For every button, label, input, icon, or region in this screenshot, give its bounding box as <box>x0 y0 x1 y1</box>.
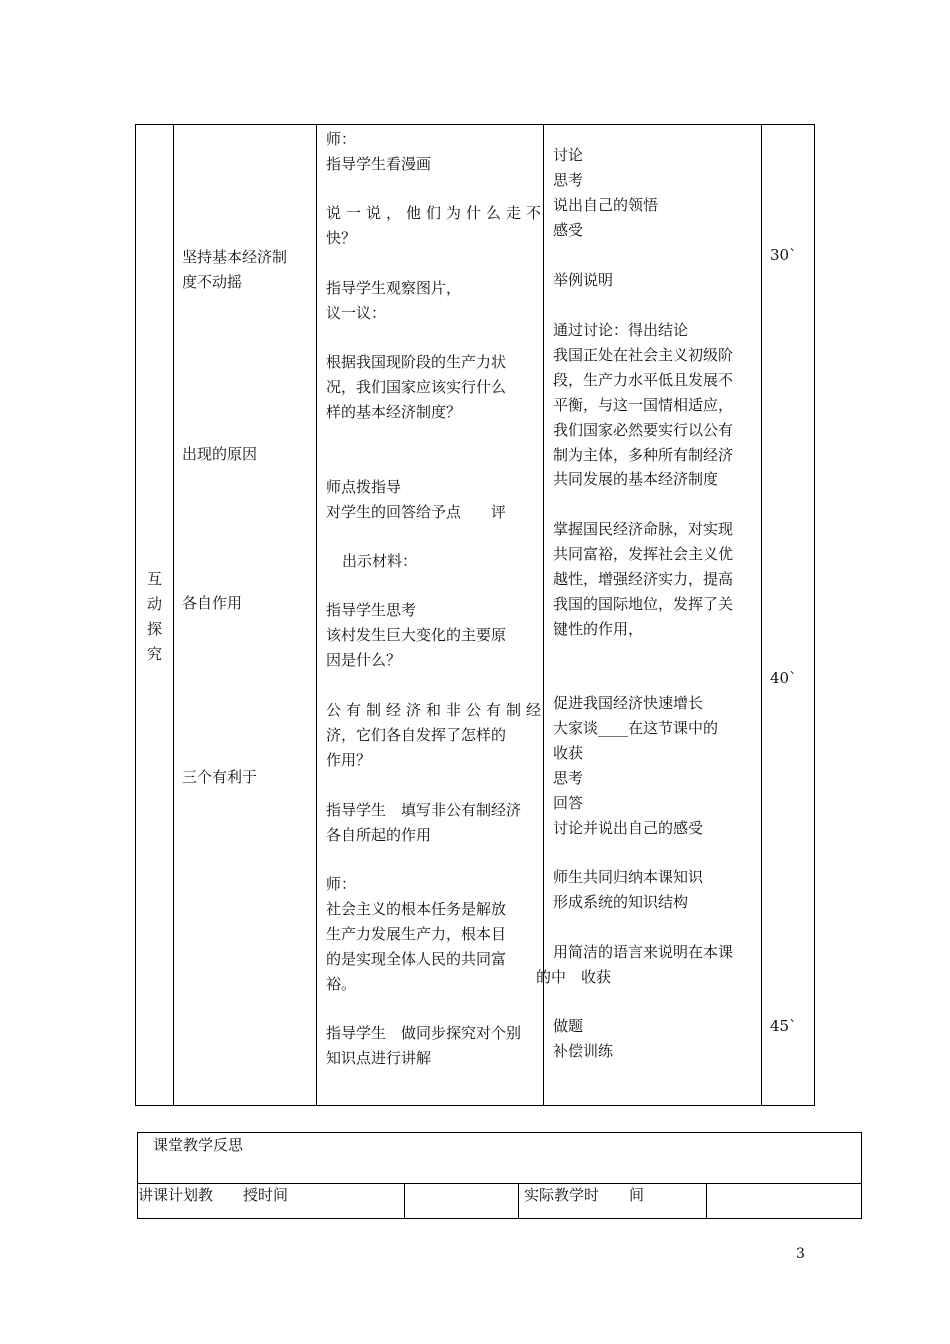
student-line: 我们国家必然要实行以公有 <box>553 421 734 439</box>
column-divider <box>518 1183 519 1218</box>
teacher-line: 生产力发展生产力，根本目 <box>326 925 507 943</box>
teacher-line: 出示材料： <box>342 552 418 570</box>
teacher-line: 对学生的回答给予点 评 <box>326 503 507 521</box>
column-divider <box>543 125 544 1105</box>
student-line: 感受 <box>553 221 584 239</box>
page-number: 3 <box>796 1246 805 1262</box>
student-line: 收获 <box>553 744 584 762</box>
student-line: 越性，增强经济实力，提高 <box>553 570 734 588</box>
teacher-line: 济，它们各自发挥了怎样的 <box>326 726 507 744</box>
teacher-line: 况，我们国家应该实行什么 <box>326 378 507 396</box>
student-line: 举例说明 <box>553 271 614 289</box>
student-line: 说出自己的领悟 <box>553 196 659 214</box>
time-value: 30` <box>770 246 797 264</box>
student-line: 的中 收获 <box>536 968 612 986</box>
student-line: 大家谈____在这节课中的 <box>553 719 719 737</box>
teacher-line: 该村发生巨大变化的主要原 <box>326 626 507 644</box>
time-value: 45` <box>770 1017 797 1035</box>
actual-time-label: 实际教学时 间 <box>524 1186 645 1204</box>
time-value: 40` <box>770 669 797 687</box>
teacher-line: 作用？ <box>326 751 372 769</box>
teacher-line: 指导学生 做同步探究对个别 <box>326 1024 522 1042</box>
section-label: 互动探究 <box>146 570 162 663</box>
student-line: 键性的作用， <box>553 620 644 638</box>
column-divider <box>404 1183 405 1218</box>
topic-2: 出现的原因 <box>182 445 258 463</box>
student-line: 师生共同归纳本课知识 <box>553 868 704 886</box>
teacher-line: 各自所起的作用 <box>326 826 432 844</box>
student-line: 讨论并说出自己的感受 <box>553 819 704 837</box>
teacher-line: 议一议： <box>326 304 387 322</box>
teacher-line: 的是实现全体人民的共同富 <box>326 950 507 968</box>
lesson-plan-table <box>135 124 815 1106</box>
student-line: 补偿训练 <box>553 1042 614 1060</box>
student-line: 用简洁的语言来说明在本课 <box>553 943 734 961</box>
teacher-line: 根据我国现阶段的生产力状 <box>326 353 507 371</box>
student-line: 掌握国民经济命脉，对实现 <box>553 520 734 538</box>
planned-time-label: 讲课计划教 授时间 <box>138 1186 289 1204</box>
topic-3: 各自作用 <box>182 594 243 612</box>
column-divider <box>316 125 317 1105</box>
student-line: 促进我国经济快速增长 <box>553 694 704 712</box>
teacher-line: 社会主义的根本任务是解放 <box>326 900 507 918</box>
footer-table <box>137 1132 862 1219</box>
student-line: 思考 <box>553 769 584 787</box>
student-line: 通过讨论：得出结论 <box>553 321 689 339</box>
student-line: 制为主体，多种所有制经济 <box>553 446 734 464</box>
teacher-line: 指导学生思考 <box>326 601 417 619</box>
topic-1-line-2: 度不动摇 <box>182 273 243 291</box>
teaching-reflection-label: 课堂教学反思 <box>153 1136 244 1154</box>
student-line: 讨论 <box>553 146 584 164</box>
student-line: 平衡，与这一国情相适应， <box>553 396 734 414</box>
teacher-line: 样的基本经济制度？ <box>326 403 462 421</box>
teacher-line: 因是什么？ <box>326 651 402 669</box>
student-line: 形成系统的知识结构 <box>553 893 689 911</box>
teacher-line: 公有制经济和非公有制经 <box>326 701 541 719</box>
topic-1-line-1: 坚持基本经济制 <box>182 248 288 266</box>
teacher-line: 快？ <box>326 229 357 247</box>
student-line: 思考 <box>553 171 584 189</box>
student-line: 我国正处在社会主义初级阶 <box>553 346 734 364</box>
teacher-line: 指导学生看漫画 <box>326 155 432 173</box>
student-line: 共同发展的基本经济制度 <box>553 470 719 488</box>
topic-4: 三个有利于 <box>182 768 258 786</box>
section-label-cell <box>136 567 173 667</box>
column-divider <box>706 1183 707 1218</box>
teacher-line: 师： <box>326 875 357 893</box>
teacher-line: 裕。 <box>326 975 357 993</box>
student-line: 段，生产力水平低且发展不 <box>553 371 734 389</box>
student-line: 共同富裕，发挥社会主义优 <box>553 545 734 563</box>
teacher-line: 指导学生 填写非公有制经济 <box>326 801 522 819</box>
teacher-line: 说一说，他们为什么走不 <box>326 204 541 222</box>
student-line: 我国的国际地位，发挥了关 <box>553 595 734 613</box>
teacher-line: 知识点进行讲解 <box>326 1049 432 1067</box>
teacher-line: 师点拨指导 <box>326 478 402 496</box>
student-line: 做题 <box>553 1017 584 1035</box>
teacher-line: 师： <box>326 130 357 148</box>
teacher-line: 指导学生观察图片， <box>326 279 462 297</box>
student-line: 回答 <box>553 794 584 812</box>
column-divider <box>173 125 174 1105</box>
